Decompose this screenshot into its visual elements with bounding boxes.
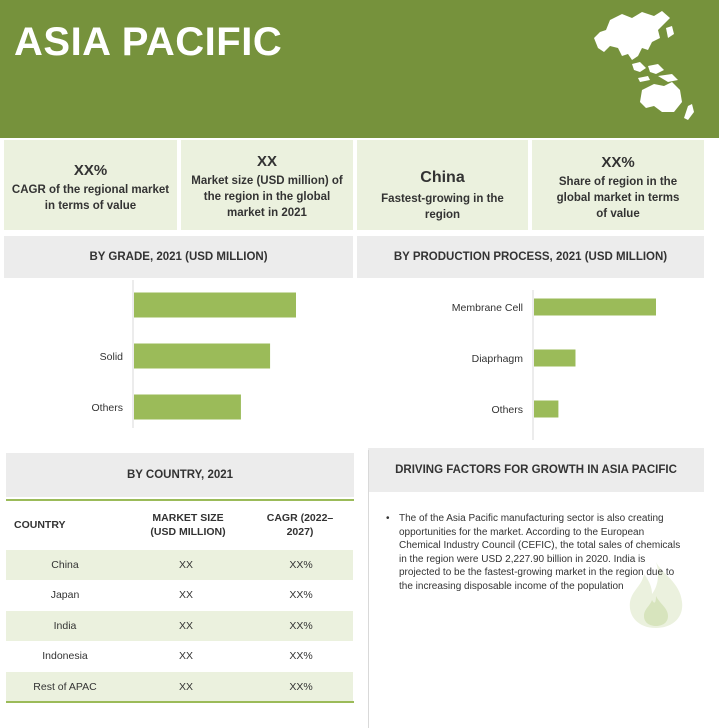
region-header-banner <box>0 0 719 138</box>
table-row <box>6 672 353 702</box>
table-row <box>6 550 353 580</box>
chart-bar <box>134 395 241 420</box>
kpi-description: Market size (USD million) of the region in the global market in 2021 <box>191 175 343 219</box>
chart-category-label: Others <box>491 404 523 416</box>
market-size-cell: XX <box>178 619 193 632</box>
kpi-cagr <box>4 140 177 230</box>
process-chart-heading: BY PRODUCTION PROCESS, 2021 (USD MILLION) <box>357 236 704 278</box>
market-size-cell: XX <box>178 680 193 693</box>
kpi-value: XX <box>256 153 277 170</box>
country-cell: India <box>53 619 77 632</box>
chart-bar <box>534 401 558 418</box>
bullet-marker: • <box>386 513 390 524</box>
column-header-cagr: CAGR (2022–2027) <box>266 512 334 538</box>
table-bottom-rule <box>6 701 354 703</box>
country-cell: Indonesia <box>42 650 88 663</box>
country-table-heading: BY COUNTRY, 2021 <box>6 453 354 497</box>
chart-category-label: Diaprhagm <box>471 353 523 365</box>
kpi-description: Fastest-growing in the region <box>381 193 504 221</box>
table-row <box>6 641 353 671</box>
asia-pacific-map-icon <box>588 8 700 124</box>
table-top-rule <box>6 499 354 501</box>
grade-bar-chart <box>0 280 360 440</box>
driving-factor-text: The of the Asia Pacific manufacturing sector is also creating opportunities for the market. According to the European Chemical Industry Council (CEFIC), the total sales of chemicals in the region were USD 2,227.90 billion in 2020. India is projected to be the fastest-growing market in the region due to the increasing disposable income of the population <box>399 513 681 592</box>
driving-factors-list <box>386 512 686 593</box>
cagr-cell: XX% <box>289 619 313 632</box>
column-header-country: COUNTRY <box>14 519 66 531</box>
production-process-bar-chart <box>360 280 719 440</box>
kpi-fastest-growing <box>357 140 528 230</box>
chart-bar <box>534 299 656 316</box>
country-cell: Rest of APAC <box>33 680 97 693</box>
chart-category-label: Others <box>91 402 123 414</box>
kpi-value: XX% <box>601 154 635 171</box>
kpi-value: XX% <box>73 162 108 179</box>
kpi-description: CAGR of the regional market in terms of value <box>11 184 170 212</box>
chart-bar <box>134 344 270 369</box>
chart-category-label: Membrane Cell <box>451 302 523 314</box>
chart-bar <box>134 293 296 318</box>
page-title: ASIA PACIFIC <box>14 20 283 64</box>
column-header-market-size: MARKET SIZE (USD MILLION) <box>150 512 226 538</box>
kpi-market-size <box>181 140 353 230</box>
country-cell: Japan <box>50 589 80 602</box>
table-row <box>6 580 353 610</box>
kpi-value: China <box>420 169 465 186</box>
driving-factors-heading: DRIVING FACTORS FOR GROWTH IN ASIA PACIFIC <box>368 448 704 492</box>
chart-category-label: Solid <box>99 351 123 363</box>
section-divider <box>368 450 369 728</box>
cagr-cell: XX% <box>289 650 313 663</box>
market-size-cell: XX <box>178 559 193 571</box>
cagr-cell: XX% <box>289 559 313 571</box>
country-cell: China <box>51 559 79 571</box>
table-row <box>6 611 353 641</box>
grade-chart-heading: BY GRADE, 2021 (USD MILLION) <box>4 236 353 278</box>
kpi-description: Share of region in the global market in terms of value <box>556 176 680 220</box>
cagr-cell: XX% <box>289 589 313 602</box>
market-size-cell: XX <box>178 589 193 602</box>
chart-bar <box>534 350 575 367</box>
kpi-region-share <box>532 140 704 230</box>
market-size-cell: XX <box>178 650 193 663</box>
cagr-cell: XX% <box>289 680 313 693</box>
